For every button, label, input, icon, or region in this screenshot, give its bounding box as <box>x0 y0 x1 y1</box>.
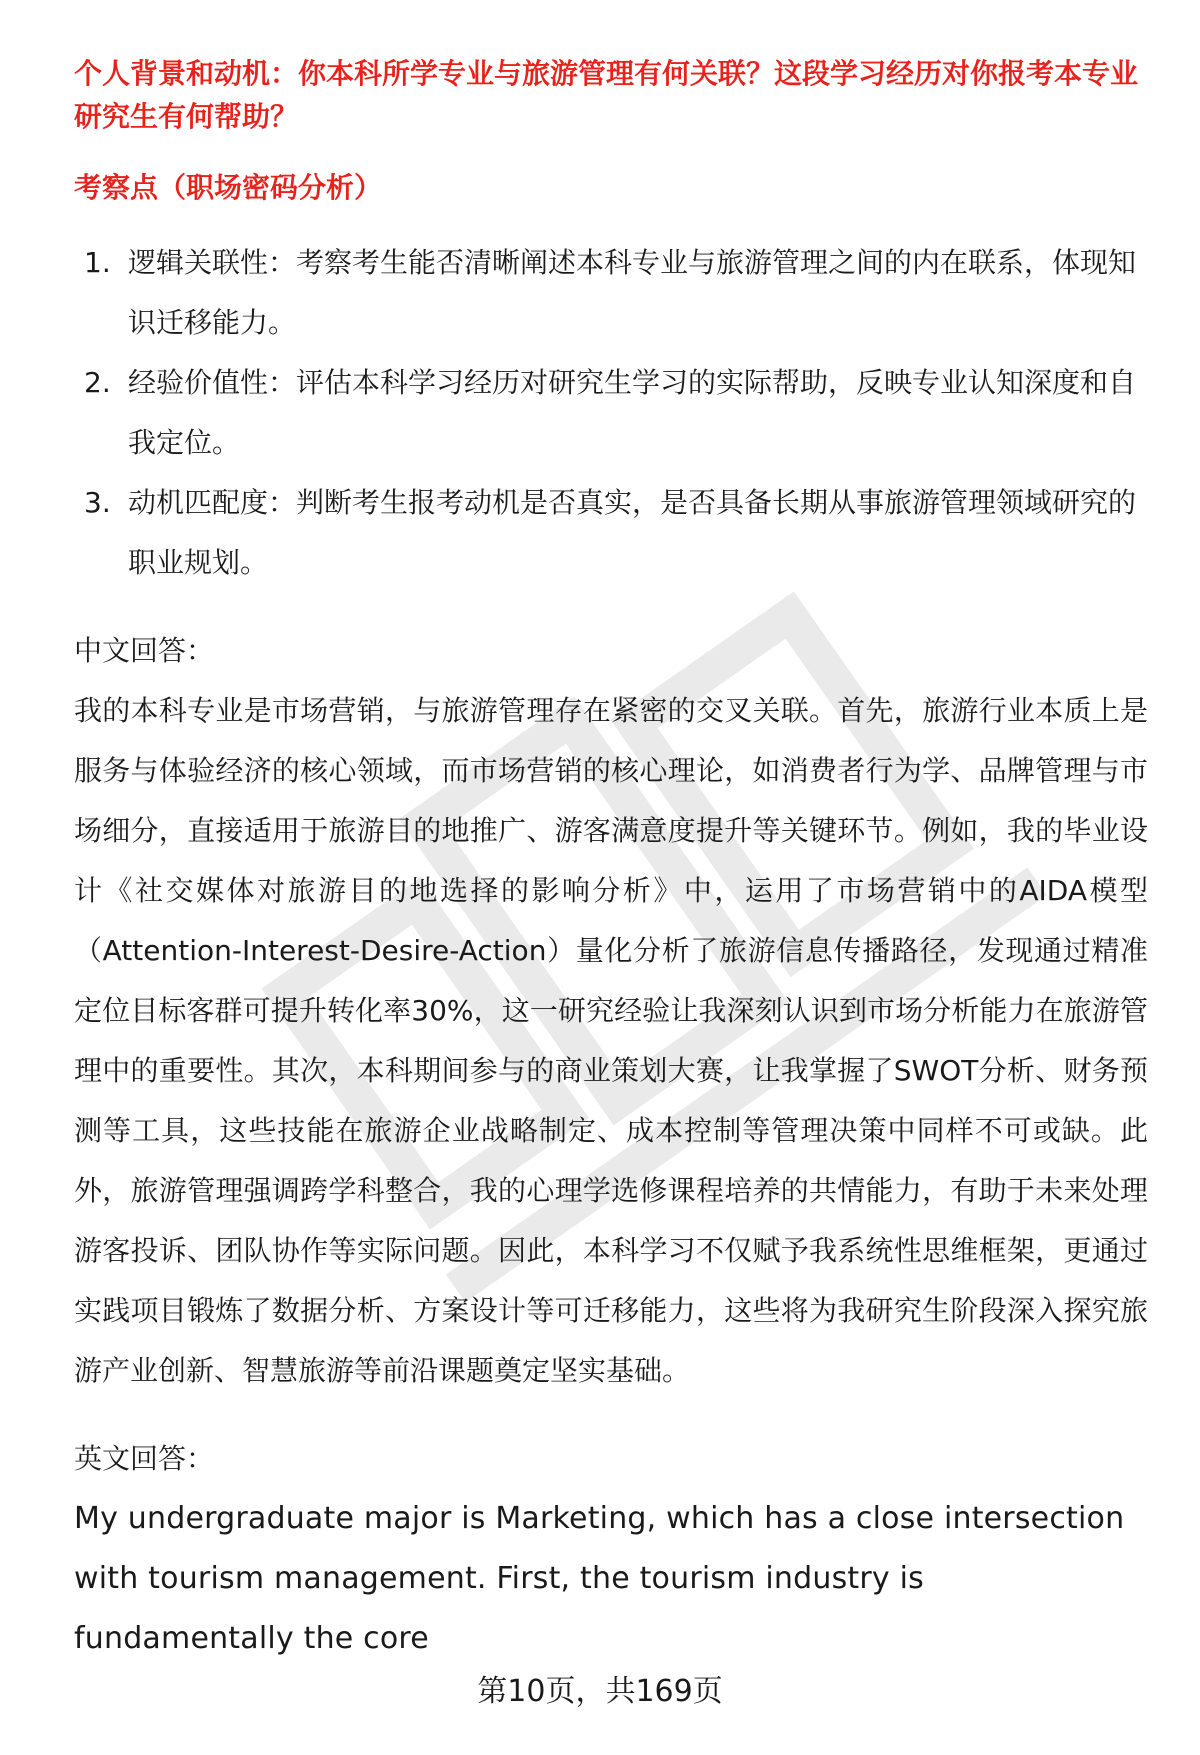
page-footer: 第10页，共169页 <box>477 1674 723 1709</box>
chinese-answer: 我的本科专业是市场营销，与旅游管理存在紧密的交叉关联。首先，旅游行业本质上是服务与体验经济的核心领域，而市场营销的核心理论，如消费者行为学、品牌管理与市场细分，直接适用于旅游目的地推广、游客满意度提升等关键环节。例如，我的毕业设计《社交媒体对旅游目的地选择的影响分析》中，运用了市场营销中的AIDA模型（Attention-Interest-Desire-Action）量化分析了旅游信息传播路径，发现通过精准定位目标客群可提升转化率30%，这一研究经验让我深刻认识到市场分析能力在旅游管理中的重要性。其次，本科期间参与的商业策划大赛，让我掌握了SWOT分析、财务预测等工具，这些技能在旅游企业战略制定、成本控制等管理决策中同样不可或缺。此外，旅游管理强调跨学科整合，我的心理学选修课程培养的共情能力，有助于未来处理游客投诉、团队协作等实际问题。因此，本科学习不仅赋予我系统性思维框架，更通过实践项目锻炼了数据分析、方案设计等可迁移能力，这些将为我研究生阶段深入探究旅游产业创新、智慧旅游等前沿课题奠定坚实基础。 <box>74 694 1148 1387</box>
focus-title: 考察点（职场密码分析） <box>74 171 383 204</box>
english-answer-label: 英文回答： <box>74 1442 215 1475</box>
chinese-answer-label: 中文回答： <box>74 634 215 667</box>
list-item <box>74 233 1148 353</box>
focus-points-list <box>74 233 1148 593</box>
list-text: 动机匹配度：判断考生报考动机是否真实，是否具备长期从事旅游管理领域研究的职业规划。 <box>128 486 1137 579</box>
english-answer: My undergraduate major is Marketing, which has a close intersection with tourism management. First, the tourism industry is fundamentally the core <box>74 1501 1125 1656</box>
list-text: 经验价值性：评估本科学习经历对研究生学习的实际帮助，反映专业认知深度和自我定位。 <box>128 366 1137 459</box>
list-number: 3. <box>84 486 111 519</box>
list-number: 2. <box>84 366 111 399</box>
page-content <box>74 52 1148 1656</box>
question-heading: 个人背景和动机：你本科所学专业与旅游管理有何关联？这段学习经历对你报考本专业研究生有何帮助？ <box>74 57 1139 133</box>
list-text: 逻辑关联性：考察考生能否清晰阐述本科专业与旅游管理之间的内在联系，体现知识迁移能力。 <box>128 246 1137 339</box>
english-answer-wrap <box>74 1489 1134 1656</box>
list-number: 1. <box>84 246 111 279</box>
list-item <box>74 473 1148 593</box>
list-item <box>74 353 1148 473</box>
